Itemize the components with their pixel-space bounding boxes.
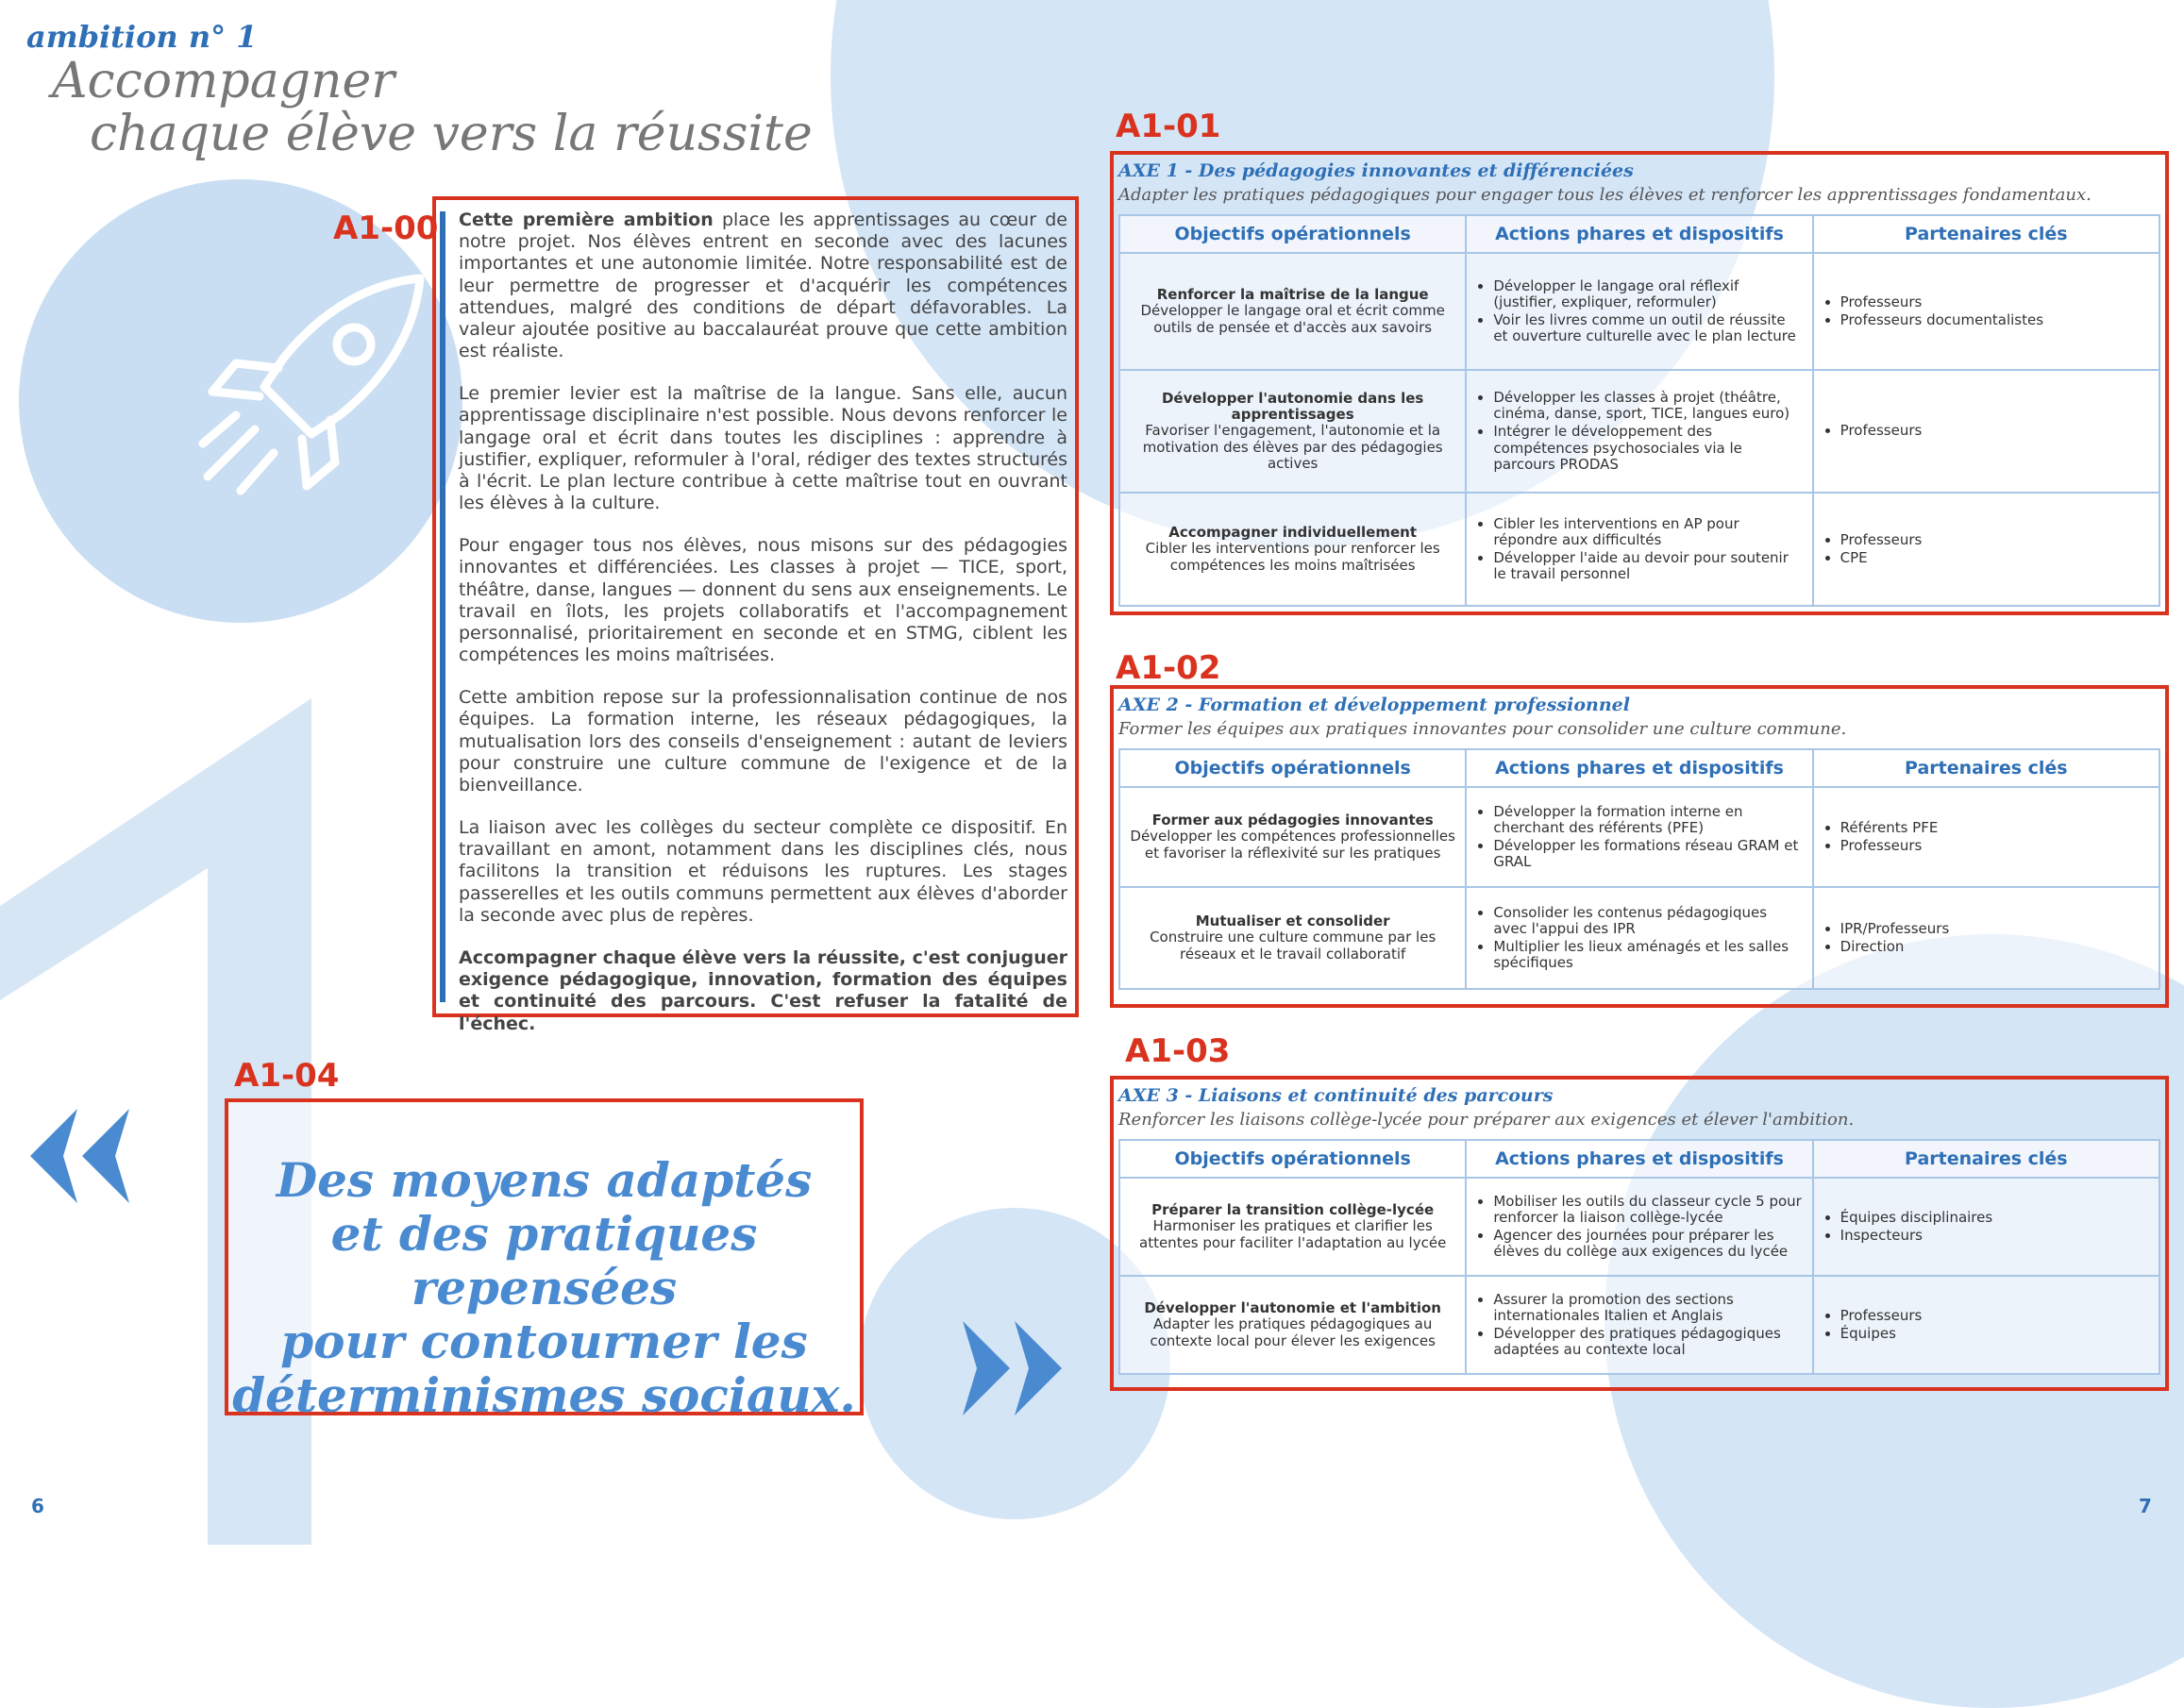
axe1-table [1118,214,2160,607]
axe1-subtitle: Adapter les pratiques pédagogiques pour engager tous les élèves et renforcer les apprentissages fondamentaux. [1118,185,2092,205]
table-header-row [1119,215,2159,253]
axe3-content [1118,1085,2160,1375]
actions-cell: • Développer le langage oral réflexif (justifier, expliquer, reformuler) • Voir les livres comme un outil de réussite et ouverture culturelle avec le plan lecture [1466,253,1812,370]
objective-cell: Mutualiser et consolider Construire une culture commune par les réseaux et le travail collaboratif [1119,887,1466,989]
intro-paragraph-2: Le premier levier est la maîtrise de la langue. Sans elle, aucun apprentissage disciplinaire n'est possible. Nous devons renforcer le langage oral et écrit dans toutes les disciplines : apprendre à justifier, expliquer, reformuler à l'oral, rédiger des textes structurés à l'écrit. Le plan lecture contribue à cette maîtrise tout en ouvrant les élèves à la culture. [459,383,1067,514]
partners-cell: • Professeurs [1813,370,2159,493]
quote-text [227,1153,862,1422]
table-row [1119,887,2159,989]
quote-line-3: pour contourner les [280,1314,808,1369]
axe3-subtitle: Renforcer les liaisons collège-lycée pour préparer aux exigences et élever l'ambition. [1118,1110,1855,1130]
axe2-content [1118,695,2160,990]
objective-cell: Développer l'autonomie dans les apprentissages Favoriser l'engagement, l'autonomie et la motivation des élèves par des pédagogies actives [1119,370,1466,493]
actions-cell: • Développer les classes à projet (théâtre, cinéma, danse, sport, TICE, langues euro) • Intégrer le développement des compétences psychosociales via le parcours PRODAS [1466,370,1812,493]
objective-cell: Développer l'autonomie et l'ambition Adapter les pratiques pédagogiques au contexte local pour élever les exigences [1119,1276,1466,1374]
objective-cell: Préparer la transition collège-lycée Harmoniser les pratiques et clarifier les attentes pour faciliter l'adaptation au lycée [1119,1178,1466,1276]
objective-cell: Former aux pédagogies innovantes Développer les compétences professionnelles et favoriser la réflexivité sur les pratiques [1119,787,1466,887]
axe2-table [1118,748,2160,990]
partners-cell: • Professeurs • Équipes [1813,1276,2159,1374]
col-objectifs: Objectifs opérationnels [1119,1140,1466,1178]
col-partenaires: Partenaires clés [1813,749,2159,787]
partners-cell: • Équipes disciplinaires • Inspecteurs [1813,1178,2159,1276]
page-title-line2: chaque élève vers la réussite [90,106,813,162]
col-partenaires: Partenaires clés [1813,1140,2159,1178]
label-a1-00: A1-00 [333,209,439,247]
col-actions: Actions phares et dispositifs [1466,215,1812,253]
actions-cell: • Consolider les contenus pédagogiques avec l'appui des IPR • Multiplier les lieux aménagés et les salles spécifiques [1466,887,1812,989]
axe3-title: AXE 3 - Liaisons et continuité des parcours [1118,1085,1554,1106]
page-number-right: 7 [2139,1495,2152,1517]
col-objectifs: Objectifs opérationnels [1119,749,1466,787]
table-row [1119,1276,2159,1374]
table-row [1119,1178,2159,1276]
page-title-line1: Accompagner [52,53,395,109]
intro-paragraph-1: Cette première ambition place les apprentissages au cœur de notre projet. Nos élèves entrent en seconde avec des lacunes importantes et une autonomie limitée. Notre responsabilité est de leur permettre de progresser et d'acquérir les compétences attendues, malgré des conditions de départ défavorables. La valeur ajoutée positive au baccalauréat prouve que cette ambition est réaliste. [459,209,1067,362]
col-objectifs: Objectifs opérationnels [1119,215,1466,253]
intro-paragraph-4: Cette ambition repose sur la professionnalisation continue de nos équipes. La formation interne, les réseaux pédagogiques, la mutualisation lors des conseils d'enseignement : autant de leviers pour construire une culture commune de l'exigence et de la bienveillance. [459,687,1067,795]
intro-paragraph-5: La liaison avec les collèges du secteur complète ce dispositif. En travaillant en amont, notamment dans les disciplines clés, nous facilitons la transition et réduisons les ruptures. Les stages passerelles et les outils communs permettent aux élèves d'aborder la seconde avec plus de repères. [459,817,1067,926]
intro-text [459,209,1067,1056]
label-a1-02: A1-02 [1116,649,1221,687]
label-a1-01: A1-01 [1116,108,1221,145]
objective-cell: Accompagner individuellement Cibler les interventions pour renforcer les compétences les moins maîtrisées [1119,493,1466,606]
intro-paragraph-3: Pour engager tous nos élèves, nous misons sur des pédagogies innovantes et différenciées. Les classes à projet — TICE, sport, théâtre, danse, langues — donnent du sens aux enseignements. Le travail en îlots, les projets collaboratifs et l'accompagnement personnalisé, prioritairement en seconde et en STMG, ciblent les compétences les moins maîtrisées. [459,535,1067,666]
partners-cell: • IPR/Professeurs • Direction [1813,887,2159,989]
axe1-content [1118,160,2160,607]
col-actions: Actions phares et dispositifs [1466,1140,1812,1178]
axe1-title: AXE 1 - Des pédagogies innovantes et différenciées [1118,160,1634,181]
double-chevron-left-icon [21,1104,134,1208]
quote-line-4: déterminismes sociaux. [232,1367,856,1423]
intro-paragraph-6: Accompagner chaque élève vers la réussite, c'est conjuguer exigence pédagogique, innovation, formation des équipes et continuité des parcours. C'est refuser la fatalité de l'échec. [459,946,1067,1034]
table-row [1119,253,2159,370]
quote-line-2: et des pratiques repensées [330,1206,758,1315]
actions-cell: • Développer la formation interne en cherchant des référents (PFE) • Développer les formations réseau GRAM et GRAL [1466,787,1812,887]
rocket-icon [189,264,434,510]
actions-cell: • Mobiliser les outils du classeur cycle 5 pour renforcer la liaison collège-lycée • Agencer des journées pour préparer les élèves du collège aux exigences du lycée [1466,1178,1812,1276]
col-actions: Actions phares et dispositifs [1466,749,1812,787]
partners-cell: • Professeurs • CPE [1813,493,2159,606]
axe3-table [1118,1139,2160,1375]
table-header-row [1119,749,2159,787]
intro-accent-bar [440,211,445,1002]
axe2-title: AXE 2 - Formation et développement professionnel [1118,695,1630,715]
label-a1-03: A1-03 [1125,1032,1231,1070]
partners-cell: • Référents PFE • Professeurs [1813,787,2159,887]
actions-cell: • Assurer la promotion des sections internationales Italien et Anglais • Développer des pratiques pédagogiques adaptées au contexte local [1466,1276,1812,1374]
table-row [1119,370,2159,493]
label-a1-04: A1-04 [234,1057,340,1095]
partners-cell: • Professeurs • Professeurs documentalistes [1813,253,2159,370]
actions-cell: • Cibler les interventions en AP pour répondre aux difficultés • Développer l'aide au devoir pour soutenir le travail personnel [1466,493,1812,606]
double-chevron-right-icon [958,1316,1071,1420]
ambition-number: ambition n° 1 [26,19,258,55]
table-row [1119,787,2159,887]
quote-line-1: Des moyens adaptés [276,1152,813,1208]
col-partenaires: Partenaires clés [1813,215,2159,253]
table-row [1119,493,2159,606]
objective-cell: Renforcer la maîtrise de la langue Développer le langage oral et écrit comme outils de pensée et d'accès aux savoirs [1119,253,1466,370]
axe2-subtitle: Former les équipes aux pratiques innovantes pour consolider une culture commune. [1118,719,1847,739]
table-header-row [1119,1140,2159,1178]
page-number-left: 6 [31,1495,44,1517]
